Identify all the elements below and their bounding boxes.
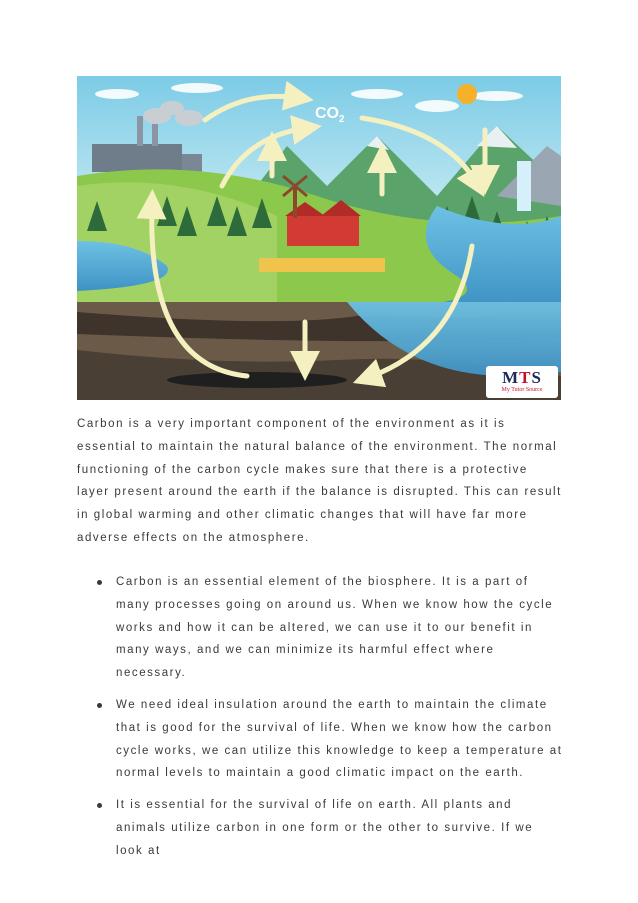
list-item-text: Carbon is an essential element of the biosphere. It is a part of many processes going on around us. When we know how the cycle works and how it can be altered, we can use it to our benefit in many ways, and we can minimize its harmful effect where necessary. <box>116 576 554 680</box>
list-item-text: It is essential for the survival of life on earth. All plants and animals utilize carbon in one form or the other to survive. If we look at <box>116 799 534 857</box>
list-item <box>77 571 565 685</box>
list-item <box>77 794 565 862</box>
list-item <box>77 694 565 785</box>
bullet-icon <box>97 580 102 585</box>
bullet-icon <box>97 803 102 808</box>
fossil-fuel-deposit <box>167 372 347 388</box>
logo-mark: MTS <box>502 368 542 387</box>
intro-paragraph: Carbon is a very important component of the environment as it is essential to maintain the natural balance of the environment. The normal functioning of the carbon cycle makes sure that there is a protective layer present around the earth if the balance is disrupted. This can result in global warming and other climatic changes that will have far more adverse effects on the atmosphere. <box>77 418 562 544</box>
sun <box>457 84 477 104</box>
bullet-icon <box>97 703 102 708</box>
logo-subtitle: My Tutor Source <box>501 387 543 393</box>
carbon-cycle-illustration <box>77 76 561 400</box>
co2-label: $CO_2$ <box>315 105 345 125</box>
list-item-text: We need ideal insulation around the earth to maintain the climate that is good for the survival of life. When we know how the carbon cycle works, we can utilize this knowledge to keep a temperature at normal levels to maintain a good climatic impact on the earth. <box>116 698 563 780</box>
bullet-list <box>77 571 565 872</box>
logo <box>486 366 558 398</box>
